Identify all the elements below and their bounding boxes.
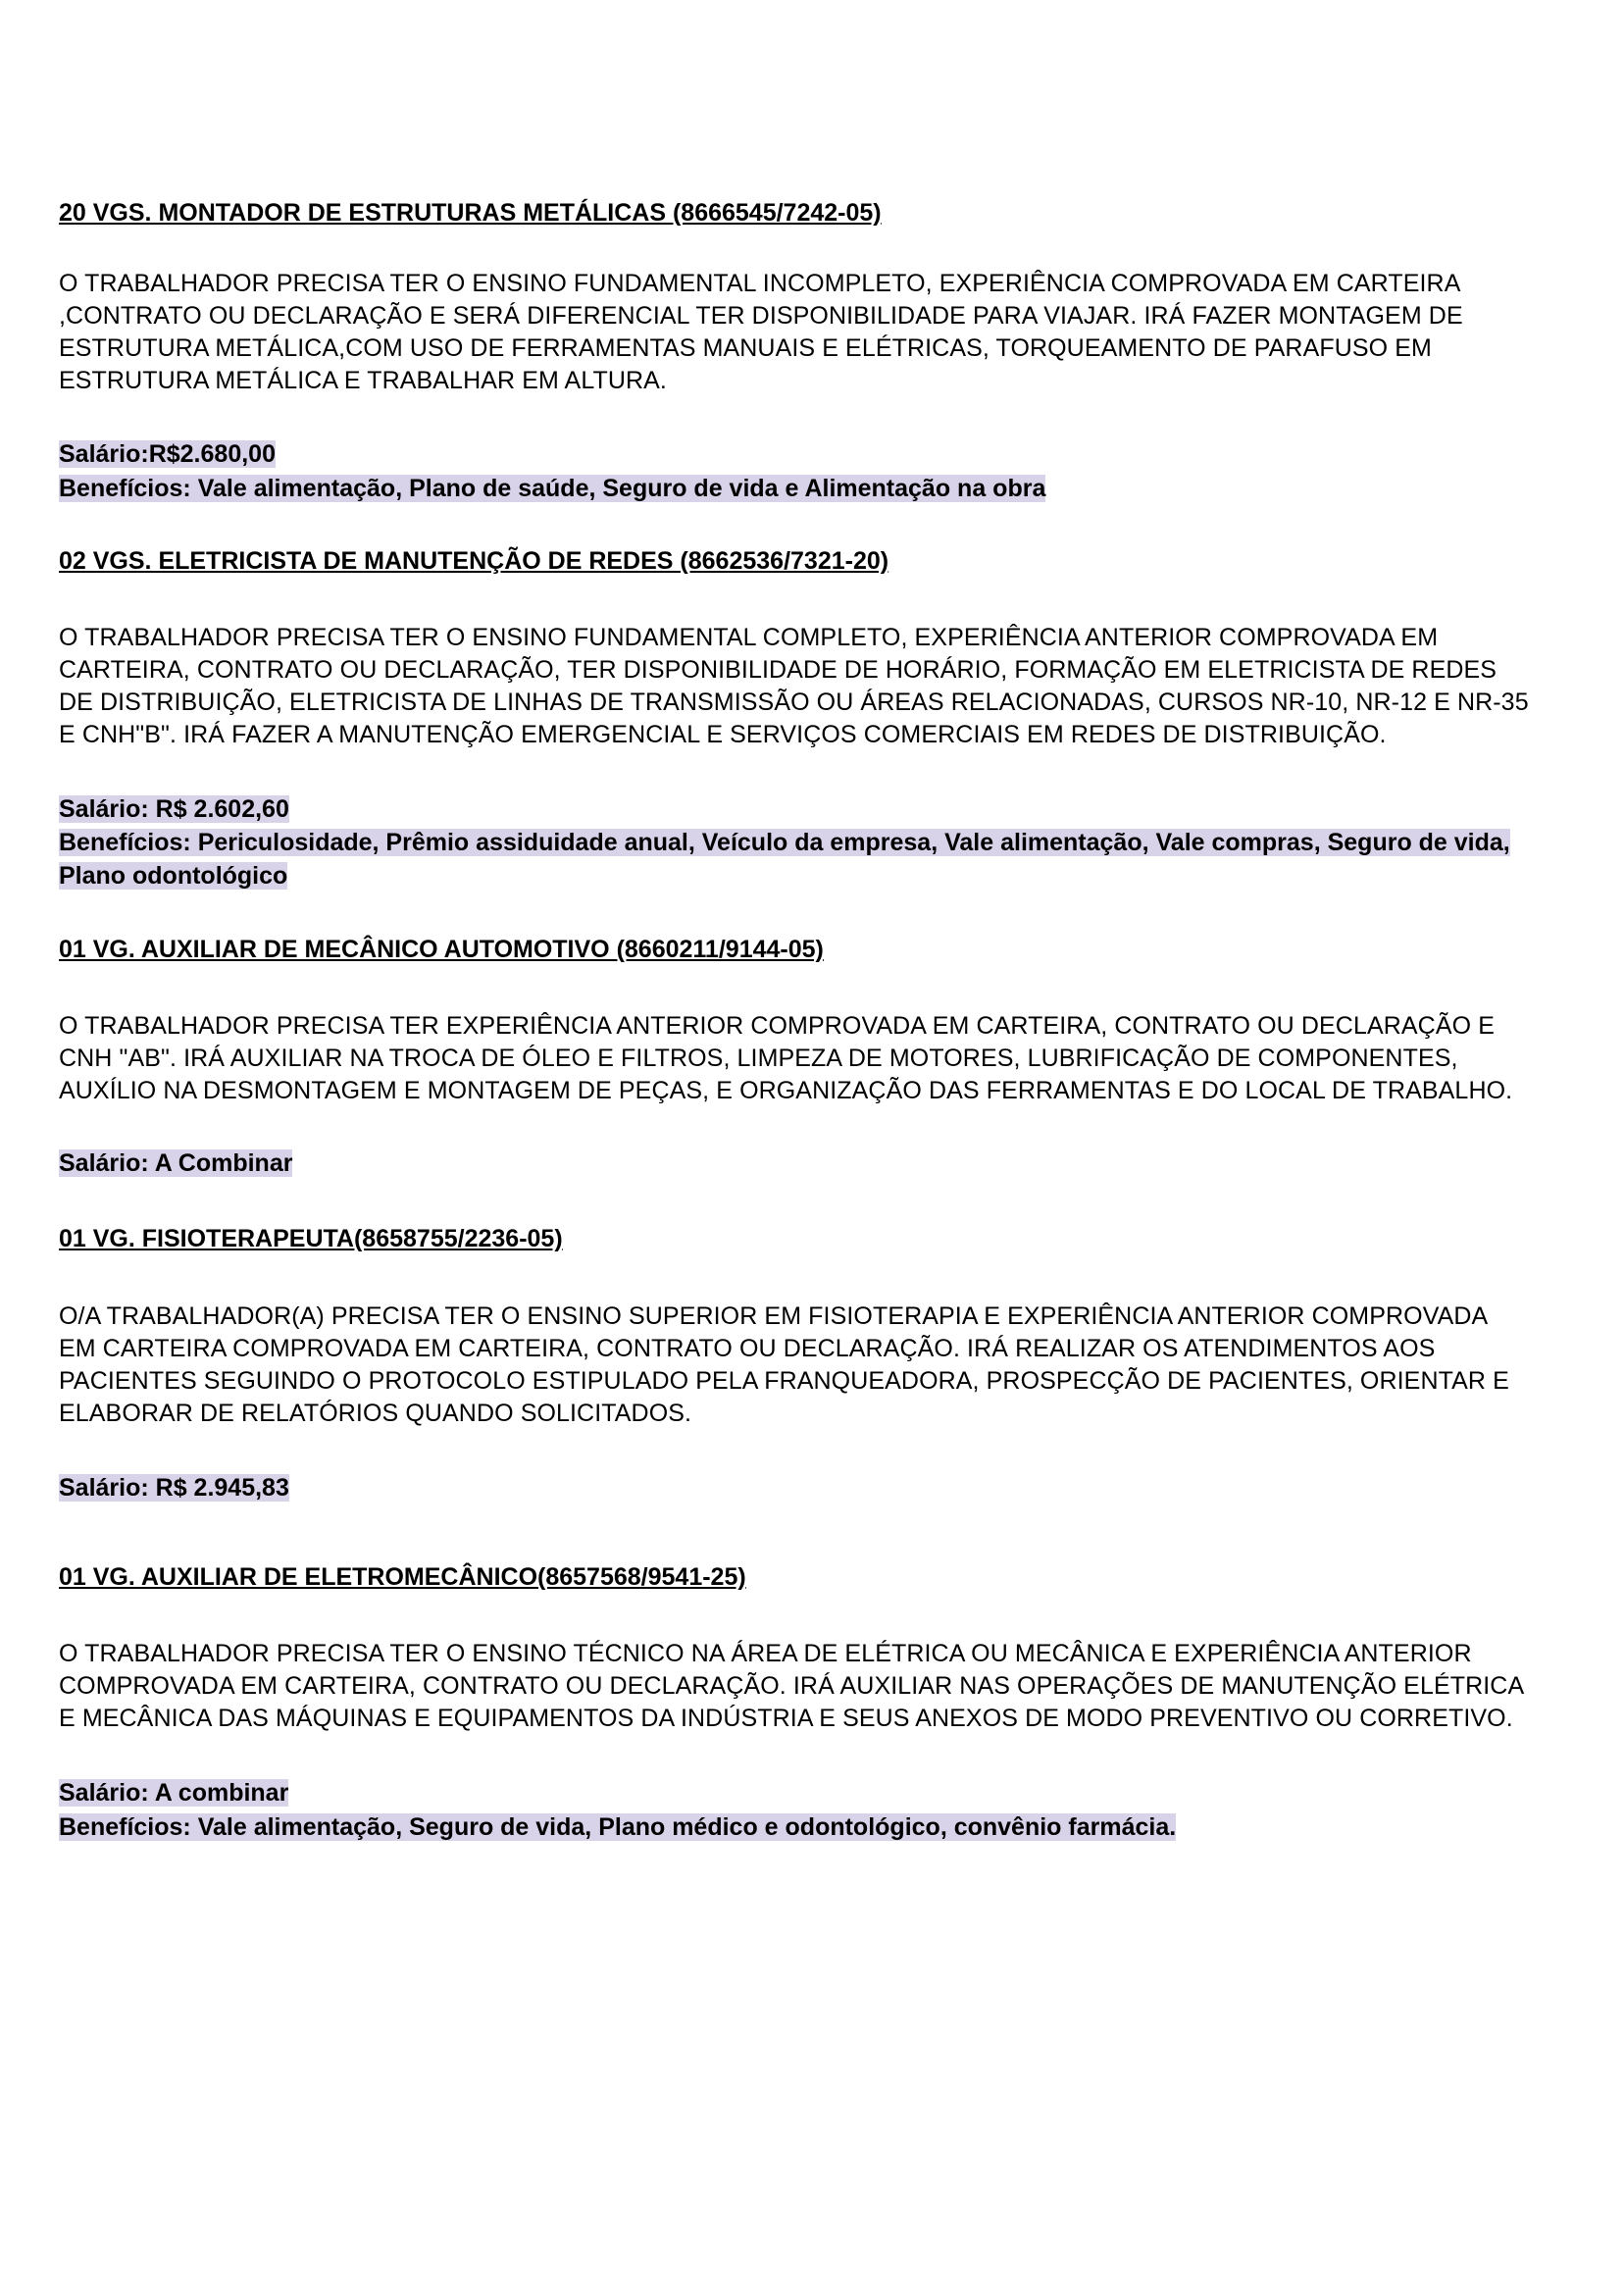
job-description: O/A TRABALHADOR(A) PRECISA TER O ENSINO SUPERIOR EM FISIOTERAPIA E EXPERIÊNCIA ANTERIOR COMPROVADA EM CARTEIRA COMPROVADA EM CARTEIRA, CONTRATO OU DECLARAÇÃO. IRÁ REALIZAR OS ATENDIMENTOS AOS PACIENTES SEGUINDO O PROTOCOLO ESTIPULADO PELA FRANQUEADORA, PROSPECÇÃO DE PACIENTES, ORIENTAR E ELABORAR DE RELATÓRIOS QUANDO SOLICITADOS. [59,1302,1509,1427]
job-description: O TRABALHADOR PRECISA TER EXPERIÊNCIA ANTERIOR COMPROVADA EM CARTEIRA, CONTRATO OU DECLARAÇÃO E CNH "AB". IRÁ AUXILIAR NA TROCA DE ÓLEO E FILTROS, LIMPEZA DE MOTORES, LUBRIFICAÇÃO DE COMPONENTES, AUXÍLIO NA DESMONTAGEM E MONTAGEM DE PEÇAS, E ORGANIZAÇÃO DAS FERRAMENTAS E DO LOCAL DE TRABALHO. [59,1012,1513,1104]
job-title: 01 VG. AUXILIAR DE MECÂNICO AUTOMOTIVO (8660211/9144-05) [59,936,824,963]
job-listing [59,933,1530,1181]
job-compensation [59,437,1530,506]
job-compensation [59,1471,1530,1505]
job-listing [59,196,1530,506]
job-title: 01 VG. AUXILIAR DE ELETROMECÂNICO(8657568/9541-25) [59,1563,746,1591]
job-description: O TRABALHADOR PRECISA TER O ENSINO TÉCNICO NA ÁREA DE ELÉTRICA OU MECÂNICA E EXPERIÊNCIA ANTERIOR COMPROVADA EM CARTEIRA, CONTRATO OU DECLARAÇÃO. IRÁ AUXILIAR NAS OPERAÇÕES DE MANUTENÇÃO ELÉTRICA E MECÂNICA DAS MÁQUINAS E EQUIPAMENTOS DA INDÚSTRIA E SEUS ANEXOS DE MODO PREVENTIVO OU CORRETIVO. [59,1640,1523,1732]
job-description: O TRABALHADOR PRECISA TER O ENSINO FUNDAMENTAL COMPLETO, EXPERIÊNCIA ANTERIOR COMPROVADA EM CARTEIRA, CONTRATO OU DECLARAÇÃO, TER DISPONIBILIDADE DE HORÁRIO, FORMAÇÃO EM ELETRICISTA DE REDES DE DISTRIBUIÇÃO, ELETRICISTA DE LINHAS DE TRANSMISSÃO OU ÁREAS RELACIONADAS, CURSOS NR-10, NR-12 E NR-35 E CNH"B". IRÁ FAZER A MANUTENÇÃO EMERGENCIAL E SERVIÇOS COMERCIAIS EM REDES DE DISTRIBUIÇÃO. [59,624,1529,748]
job-benefits: Benefícios: Vale alimentação, Seguro de vida, Plano médico e odontológico, convênio farmácia. [59,1813,1177,1841]
job-benefits: Benefícios: Vale alimentação, Plano de saúde, Seguro de vida e Alimentação na obra [59,475,1046,502]
job-title: 01 VG. FISIOTERAPEUTA(8658755/2236-05) [59,1225,563,1252]
document-page [59,196,1530,1845]
job-compensation [59,1147,1530,1181]
job-salary: Salário: R$ 2.602,60 [59,795,289,823]
job-salary: Salário: R$ 2.945,83 [59,1474,289,1502]
job-compensation [59,792,1530,892]
job-title: 02 VGS. ELETRICISTA DE MANUTENÇÃO DE REDES (8662536/7321-20) [59,547,889,575]
job-salary: Salário:R$2.680,00 [59,440,276,468]
job-title: 20 VGS. MONTADOR DE ESTRUTURAS METÁLICAS (8666545/7242-05) [59,199,882,227]
job-listing [59,544,1530,892]
job-listing [59,1560,1530,1845]
job-description: O TRABALHADOR PRECISA TER O ENSINO FUNDAMENTAL INCOMPLETO, EXPERIÊNCIA COMPROVADA EM CARTEIRA ,CONTRATO OU DECLARAÇÃO E SERÁ DIFERENCIAL TER DISPONIBILIDADE PARA VIAJAR. IRÁ FAZER MONTAGEM DE ESTRUTURA METÁLICA,COM USO DE FERRAMENTAS MANUAIS E ELÉTRICAS, TORQUEAMENTO DE PARAFUSO EM ESTRUTURA METÁLICA E TRABALHAR EM ALTURA. [59,270,1463,394]
job-salary: Salário: A combinar [59,1779,289,1807]
job-compensation [59,1776,1530,1845]
job-benefits: Benefícios: Periculosidade, Prêmio assiduidade anual, Veículo da empresa, Vale alimentação, Vale compras, Seguro de vida, Plano odontológico [59,829,1510,890]
job-salary: Salário: A Combinar [59,1149,293,1177]
job-listing [59,1222,1530,1505]
